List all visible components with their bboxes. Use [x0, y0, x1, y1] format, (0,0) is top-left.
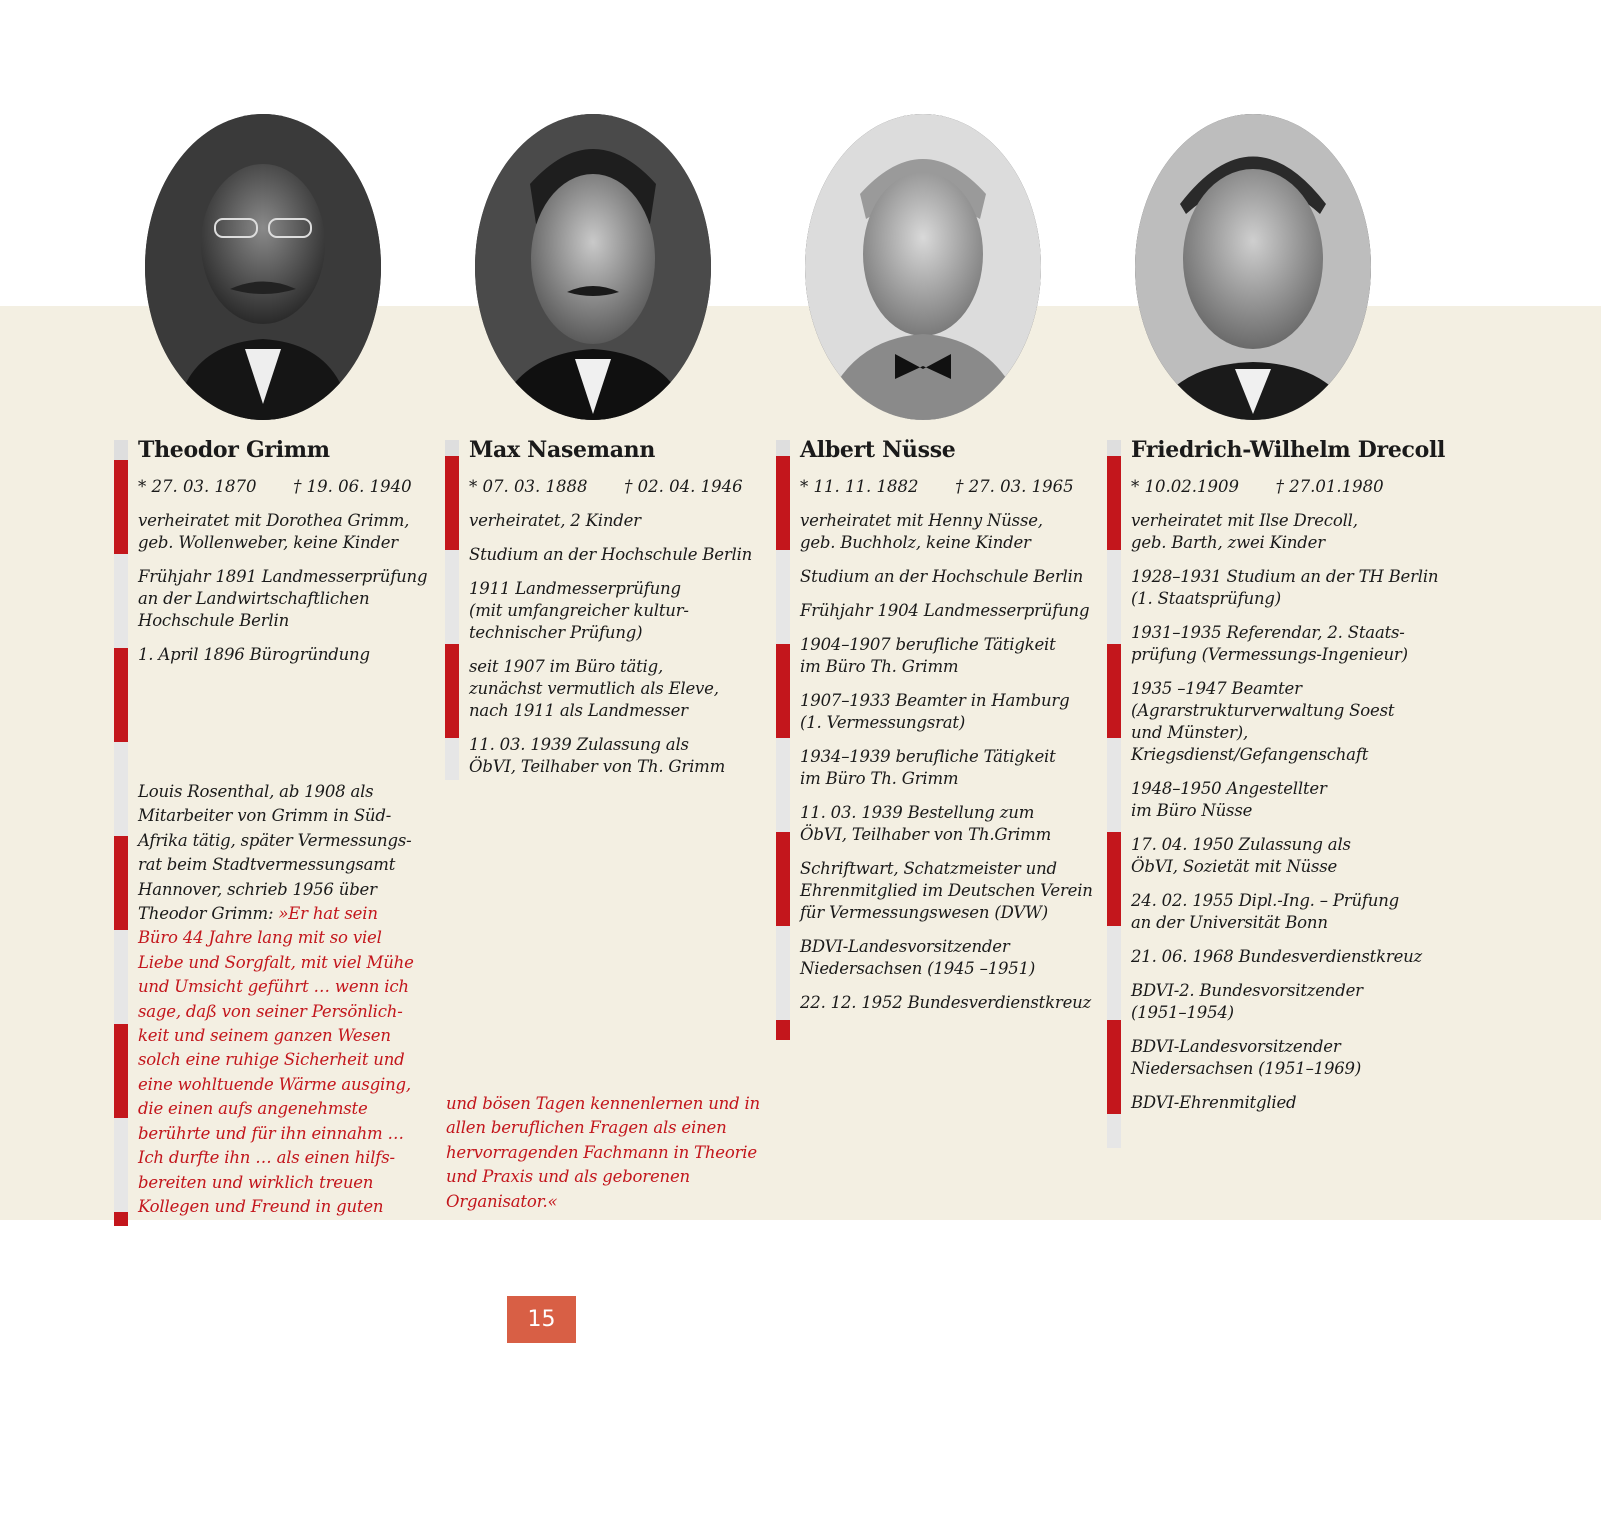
biography-column — [1131, 436, 1451, 1126]
bio-entry: 1904–1907 berufliche Tätigkeit im Büro Th. Grimm — [800, 635, 1056, 676]
portrait-albert-nuesse — [805, 114, 1041, 420]
bio-entry: BDVI-Ehrenmitglied — [1131, 1093, 1297, 1112]
bio-entry: 22. 12. 1952 Bundesverdienstkreuz — [800, 993, 1092, 1012]
person-name: Max Nasemann — [469, 437, 656, 463]
bio-entry: Frühjahr 1891 Landmesserprüfung an der Landwirtschaftlichen Hochschule Berlin — [138, 567, 428, 630]
bio-entry: Studium an der Hochschule Berlin — [800, 567, 1084, 586]
bio-entry: Frühjahr 1904 Landmesserprüfung — [800, 601, 1090, 620]
person-name: Theodor Grimm — [138, 437, 330, 463]
bio-entry: 1935 –1947 Beamter (Agrarstrukturverwaltung Soest und Münster), Kriegsdienst/Gefangenschaft — [1131, 679, 1395, 764]
portrait-max-nasemann — [475, 114, 711, 420]
quote-text: »Er hat sein Büro 44 Jahre lang mit so viel Liebe und Sorgfalt, mit viel Mühe und Umsicht geführt … wenn ich sage, daß von seiner Persönlich-keit und seinem ganzen Wesen solch eine ruhige Sicherheit und eine wohltuende Wärme ausging, die einen aufs angenehmste berührte und für ihn einnahm … Ich durfte ihn … als einen hilfs-bereiten und wirklich treuen Kollegen und Freund in guten — [138, 904, 414, 1216]
survey-staff-ruler — [445, 440, 459, 780]
bio-entry: 17. 04. 1950 Zulassung als ÖbVI, Sozietät mit Nüsse — [1131, 835, 1351, 876]
bio-entry: 1911 Landmesserprüfung (mit umfangreicher kultur-technischer Prüfung) — [469, 579, 689, 642]
bio-entry: 1907–1933 Beamter in Hamburg (1. Vermessungsrat) — [800, 691, 1070, 732]
biography-column — [138, 436, 428, 678]
quote-continuation: und bösen Tagen kennenlernen und in allen beruflichen Fragen als einen hervorragenden Fachmann in Theorie und Praxis und als geborenen Organisator.« — [446, 1094, 760, 1211]
bio-entry: 1. April 1896 Bürogründung — [138, 645, 370, 664]
survey-staff-ruler — [1107, 440, 1121, 1148]
life-dates: * 11. 11. 1882 † 27. 03. 1965 — [800, 477, 1074, 496]
bio-entry: BDVI-Landesvorsitzender Niedersachsen (1951–1969) — [1131, 1037, 1362, 1078]
bio-entry: 1928–1931 Studium an der TH Berlin (1. Staatsprüfung) — [1131, 567, 1439, 608]
quote-intro: Louis Rosenthal, ab 1908 als Mitarbeiter von Grimm in Süd-Afrika tätig, später Vermessungs-rat beim Stadtvermessungsamt Hannover, schrieb 1956 über Theodor Grimm: — [138, 782, 412, 924]
bio-entry: verheiratet, 2 Kinder — [469, 511, 641, 530]
bio-entry: Studium an der Hochschule Berlin — [469, 545, 753, 564]
person-name: Albert Nüsse — [800, 437, 956, 463]
portrait-theodor-grimm — [145, 114, 381, 420]
bio-entry: seit 1907 im Büro tätig, zunächst vermutlich als Eleve, nach 1911 als Landmesser — [469, 657, 719, 720]
biography-column — [800, 436, 1105, 1026]
bio-entry: 21. 06. 1968 Bundesverdienstkreuz — [1131, 947, 1423, 966]
bio-entry: 1931–1935 Referendar, 2. Staats-prüfung (Vermessungs-Ingenieur) — [1131, 623, 1408, 664]
bio-entry: verheiratet mit Dorothea Grimm, geb. Wollenweber, keine Kinder — [138, 511, 410, 552]
survey-staff-ruler — [776, 440, 790, 1040]
bio-entry: Schriftwart, Schatzmeister und Ehrenmitglied im Deutschen Verein für Vermessungswesen (DVW) — [800, 859, 1093, 922]
life-dates: * 10.02.1909 † 27.01.1980 — [1131, 477, 1384, 496]
quote-block — [138, 780, 420, 1219]
bio-entry: BDVI-2. Bundesvorsitzender (1951–1954) — [1131, 981, 1363, 1022]
bio-entry: BDVI-Landesvorsitzender Niedersachsen (1945 –1951) — [800, 937, 1036, 978]
person-name: Friedrich-Wilhelm Drecoll — [1131, 437, 1446, 463]
bio-entry: 11. 03. 1939 Bestellung zum ÖbVI, Teilhaber von Th.Grimm — [800, 803, 1052, 844]
life-dates: * 27. 03. 1870 † 19. 06. 1940 — [138, 477, 412, 496]
biography-column — [469, 436, 769, 790]
portrait-friedrich-wilhelm-drecoll — [1135, 114, 1371, 420]
life-dates: * 07. 03. 1888 † 02. 04. 1946 — [469, 477, 743, 496]
bio-entry: 24. 02. 1955 Dipl.-Ing. – Prüfung an der Universität Bonn — [1131, 891, 1400, 932]
bio-entry: 1934–1939 berufliche Tätigkeit im Büro Th. Grimm — [800, 747, 1056, 788]
bio-entry: 1948–1950 Angestellter im Büro Nüsse — [1131, 779, 1327, 820]
survey-staff-ruler — [114, 440, 128, 1226]
bio-entry: verheiratet mit Ilse Drecoll, geb. Barth, zwei Kinder — [1131, 511, 1358, 552]
page-number: 15 — [507, 1296, 576, 1343]
bio-entry: 11. 03. 1939 Zulassung als ÖbVI, Teilhaber von Th. Grimm — [469, 735, 726, 776]
bio-entry: verheiratet mit Henny Nüsse, geb. Buchholz, keine Kinder — [800, 511, 1043, 552]
